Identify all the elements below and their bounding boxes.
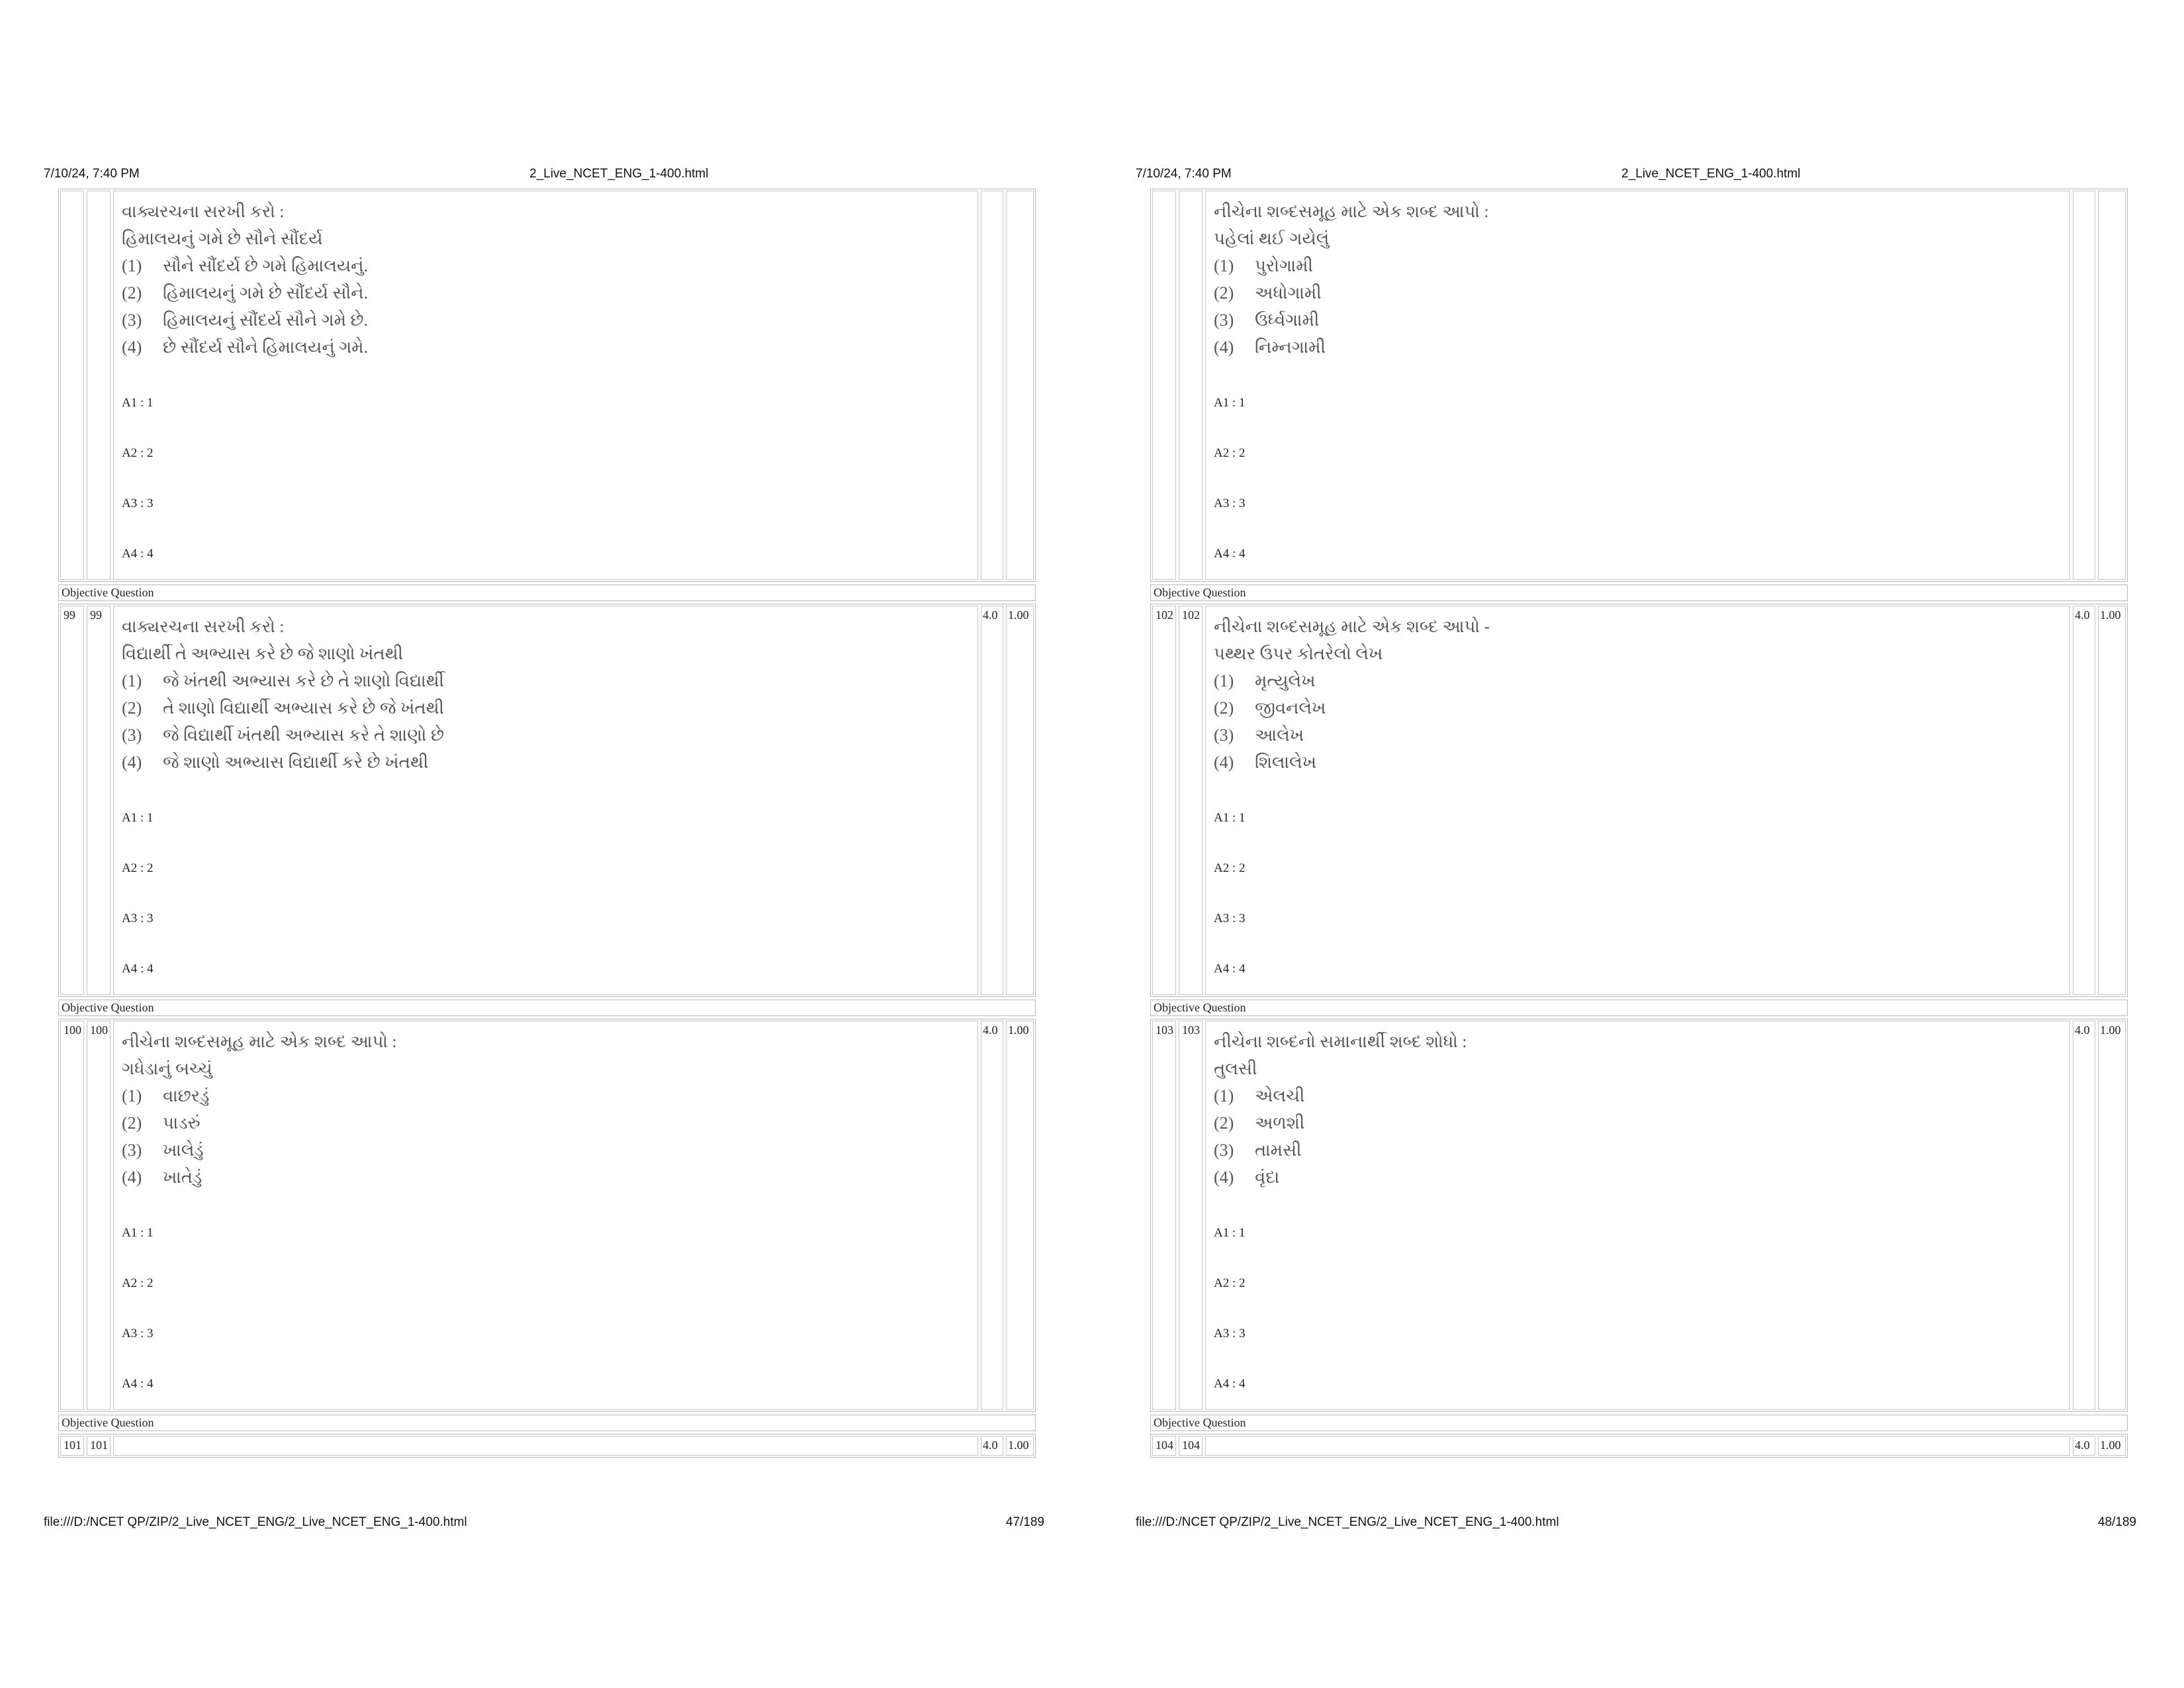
serial-number: 103 xyxy=(1152,1021,1176,1410)
page-number: 48/189 xyxy=(2097,1515,2136,1529)
negative-marks-cell xyxy=(2098,191,2126,580)
question-stem: વાક્યરચના સરખી કરો : xyxy=(122,617,285,636)
question-subtext: વિદ્યાર્થી તે અભ્યાસ કરે છે જે શાણો ખંતથી xyxy=(122,644,403,663)
negative-marks: 1.00 xyxy=(2098,1021,2126,1410)
question-body xyxy=(113,606,978,995)
option-row xyxy=(1214,694,2062,722)
footer-file-url[interactable]: file:///D:/NCET QP/ZIP/2_Live_NCET_ENG/2_Live_NCET_ENG_1-400.html xyxy=(1136,1515,1559,1529)
option-text: છે સૌંદર્ય સૌને હિમાલયનું ગમે. xyxy=(163,338,369,357)
serial-cell xyxy=(1152,191,1176,580)
answer-option: A4 : 4 xyxy=(122,547,154,561)
header-title: 2_Live_NCET_ENG_1-400.html xyxy=(529,167,709,181)
answer-option: A2 : 2 xyxy=(122,861,154,875)
option-row xyxy=(1214,279,2062,306)
answer-option: A2 : 2 xyxy=(122,446,154,460)
negative-marks-cell xyxy=(1006,191,1034,580)
option-text: જે વિદ્યાર્થી ખંતથી અભ્યાસ કરે તે શાણો છે xyxy=(163,726,444,745)
option-text: અળશી xyxy=(1255,1113,1305,1133)
question-type-label: Objective Question xyxy=(58,1415,1036,1431)
option-number: (4) xyxy=(122,753,142,772)
marks-cell xyxy=(2073,191,2095,580)
option-text: એલચી xyxy=(1255,1086,1305,1105)
question-row xyxy=(58,604,1036,997)
serial-number: 100 xyxy=(60,1021,84,1410)
negative-marks: 1.00 xyxy=(1006,1436,1034,1456)
option-number: (1) xyxy=(1214,671,1234,690)
answer-option: A2 : 2 xyxy=(1214,861,1246,875)
answer-option: A1 : 1 xyxy=(122,396,154,410)
answer-option: A3 : 3 xyxy=(1214,1327,1246,1340)
answer-option: A1 : 1 xyxy=(1214,396,1246,410)
question-body xyxy=(113,1021,978,1410)
question-id-cell xyxy=(87,191,111,580)
option-row xyxy=(1214,667,2062,694)
option-text: તામસી xyxy=(1255,1141,1302,1160)
answer-option: A4 : 4 xyxy=(1214,547,1246,561)
question-list xyxy=(58,189,1036,1503)
option-text: જીવનલેખ xyxy=(1255,698,1326,718)
question-body xyxy=(1205,606,2070,995)
option-text: જે ખંતથી અભ્યાસ કરે છે તે શાણો વિદ્યાર્થી xyxy=(163,671,444,690)
option-number: (3) xyxy=(1214,726,1234,745)
option-number: (3) xyxy=(1214,310,1234,330)
option-number: (2) xyxy=(1214,1113,1234,1133)
option-number: (1) xyxy=(122,671,142,690)
option-text: આલેખ xyxy=(1255,726,1304,745)
question-subtext: પથ્થર ઉપર કોતરેલો લેખ xyxy=(1214,644,1383,663)
serial-number: 102 xyxy=(1152,606,1176,995)
option-text: પાડરું xyxy=(163,1113,201,1133)
option-row xyxy=(1214,334,2062,361)
page-right xyxy=(1092,0,2184,1688)
question-type-label: Objective Question xyxy=(58,585,1036,601)
option-text: સૌને સૌંદર્ય છે ગમે હિમાલયનું. xyxy=(163,256,369,275)
option-number: (2) xyxy=(122,1113,142,1133)
question-id-cell xyxy=(1179,191,1203,580)
option-row xyxy=(122,749,970,776)
option-number: (1) xyxy=(1214,1086,1234,1105)
option-text: હિમાલયનું ગમે છે સૌંદર્ય સૌને. xyxy=(163,283,369,303)
question-body xyxy=(113,191,978,580)
option-row xyxy=(122,1164,970,1191)
question-row xyxy=(1150,1019,2128,1412)
question-row xyxy=(1150,189,2128,582)
option-number: (3) xyxy=(122,726,142,745)
question-row xyxy=(58,1434,1036,1458)
answer-option: A2 : 2 xyxy=(1214,446,1246,460)
option-row xyxy=(122,722,970,749)
answer-option: A2 : 2 xyxy=(1214,1276,1246,1290)
question-subtext: હિમાલયનું ગમે છે સૌને સૌંદર્ય xyxy=(122,229,323,248)
header-datetime: 7/10/24, 7:40 PM xyxy=(44,167,140,181)
option-row xyxy=(122,279,970,306)
option-text: વૃંદા xyxy=(1255,1168,1280,1187)
option-text: તે શાણો વિદ્યાર્થી અભ્યાસ કરે છે જે ખંતથી xyxy=(163,698,444,718)
option-row xyxy=(122,252,970,279)
option-number: (4) xyxy=(1214,753,1234,772)
option-number: (2) xyxy=(122,283,142,303)
question-type-label: Objective Question xyxy=(1150,585,2128,601)
option-row xyxy=(1214,749,2062,776)
negative-marks: 1.00 xyxy=(1006,1021,1034,1410)
answer-option: A4 : 4 xyxy=(1214,962,1246,976)
question-row xyxy=(58,189,1036,582)
question-stem: નીચેના શબ્દસમૂહ માટે એક શબ્દ આપો : xyxy=(1214,202,1489,221)
option-row xyxy=(122,694,970,722)
option-text: પુરોગામી xyxy=(1255,256,1313,275)
question-subtext: ગધેડાનું બચ્ચું xyxy=(122,1059,212,1078)
option-row xyxy=(122,334,970,361)
answer-option: A1 : 1 xyxy=(1214,811,1246,825)
question-body xyxy=(1205,1021,2070,1410)
question-subtext: પહેલાં થઈ ગયેલું xyxy=(1214,229,1330,248)
option-number: (4) xyxy=(122,338,142,357)
option-text: ખાતેડું xyxy=(163,1168,203,1187)
marks: 4.0 xyxy=(981,606,1003,995)
question-id: 100 xyxy=(87,1021,111,1410)
option-number: (3) xyxy=(122,310,142,330)
question-type-label: Objective Question xyxy=(1150,1000,2128,1016)
option-row xyxy=(1214,306,2062,334)
question-body xyxy=(1205,1436,2070,1456)
answer-option: A3 : 3 xyxy=(122,912,154,925)
option-row xyxy=(122,306,970,334)
page-number: 47/189 xyxy=(1005,1515,1044,1529)
option-number: (4) xyxy=(1214,1168,1234,1187)
question-id: 101 xyxy=(87,1436,111,1456)
answer-option: A3 : 3 xyxy=(1214,496,1246,510)
question-body xyxy=(1205,191,2070,580)
marks: 4.0 xyxy=(2073,1021,2095,1410)
answer-option: A3 : 3 xyxy=(122,1327,154,1340)
footer-file-url[interactable]: file:///D:/NCET QP/ZIP/2_Live_NCET_ENG/2_Live_NCET_ENG_1-400.html xyxy=(44,1515,467,1529)
question-type-label: Objective Question xyxy=(1150,1415,2128,1431)
option-text: શિલાલેખ xyxy=(1255,753,1316,772)
negative-marks: 1.00 xyxy=(2098,606,2126,995)
option-row xyxy=(1214,1082,2062,1109)
option-row xyxy=(122,1082,970,1109)
negative-marks: 1.00 xyxy=(1006,606,1034,995)
negative-marks: 1.00 xyxy=(2098,1436,2126,1456)
option-number: (1) xyxy=(122,1086,142,1105)
option-number: (1) xyxy=(1214,256,1234,275)
serial-cell xyxy=(60,191,84,580)
marks: 4.0 xyxy=(981,1436,1003,1456)
option-row xyxy=(1214,1164,2062,1191)
answer-option: A1 : 1 xyxy=(1214,1226,1246,1240)
option-row xyxy=(122,667,970,694)
option-text: નિમ્નગામી xyxy=(1255,338,1326,357)
question-type-label: Objective Question xyxy=(58,1000,1036,1016)
option-row xyxy=(122,1137,970,1164)
option-row xyxy=(122,1109,970,1137)
answer-option: A4 : 4 xyxy=(122,1377,154,1391)
option-row xyxy=(1214,252,2062,279)
answer-option: A3 : 3 xyxy=(1214,912,1246,925)
question-row xyxy=(1150,604,2128,997)
question-row xyxy=(1150,1434,2128,1458)
serial-number: 101 xyxy=(60,1436,84,1456)
option-row xyxy=(1214,1137,2062,1164)
option-number: (3) xyxy=(122,1141,142,1160)
option-text: ઉર્ધ્વગામી xyxy=(1255,310,1320,330)
marks: 4.0 xyxy=(981,1021,1003,1410)
option-number: (3) xyxy=(1214,1141,1234,1160)
question-stem: નીચેના શબ્દસમૂહ માટે એક શબ્દ આપો : xyxy=(122,1032,397,1051)
option-number: (4) xyxy=(122,1168,142,1187)
serial-number: 104 xyxy=(1152,1436,1176,1456)
option-number: (4) xyxy=(1214,338,1234,357)
option-number: (1) xyxy=(122,256,142,275)
marks: 4.0 xyxy=(2073,1436,2095,1456)
option-row xyxy=(1214,1109,2062,1137)
answer-option: A2 : 2 xyxy=(122,1276,154,1290)
question-id: 99 xyxy=(87,606,111,995)
answer-option: A4 : 4 xyxy=(122,962,154,976)
answer-option: A4 : 4 xyxy=(1214,1377,1246,1391)
question-id: 102 xyxy=(1179,606,1203,995)
option-text: મૃત્યુલેખ xyxy=(1255,671,1316,690)
answer-option: A1 : 1 xyxy=(122,1226,154,1240)
option-text: જે શાણો અભ્યાસ વિદ્યાર્થી કરે છે ખંતથી xyxy=(163,753,429,772)
question-list xyxy=(1150,189,2128,1503)
option-text: વાછરડું xyxy=(163,1086,210,1105)
option-text: હિમાલયનું સૌંદર્ય સૌને ગમે છે. xyxy=(163,310,369,330)
question-stem: નીચેના શબ્દનો સમાનાર્થી શબ્દ શોધો : xyxy=(1214,1032,1467,1051)
question-id: 103 xyxy=(1179,1021,1203,1410)
question-body xyxy=(113,1436,978,1456)
serial-number: 99 xyxy=(60,606,84,995)
option-text: અધોગામી xyxy=(1255,283,1322,303)
option-number: (2) xyxy=(1214,283,1234,303)
option-number: (2) xyxy=(122,698,142,718)
header-datetime: 7/10/24, 7:40 PM xyxy=(1136,167,1232,181)
question-subtext: તુલસી xyxy=(1214,1059,1257,1078)
answer-option: A1 : 1 xyxy=(122,811,154,825)
header-title: 2_Live_NCET_ENG_1-400.html xyxy=(1621,167,1801,181)
question-id: 104 xyxy=(1179,1436,1203,1456)
marks: 4.0 xyxy=(2073,606,2095,995)
option-row xyxy=(1214,722,2062,749)
marks-cell xyxy=(981,191,1003,580)
question-row xyxy=(58,1019,1036,1412)
answer-option: A3 : 3 xyxy=(122,496,154,510)
option-text: ખાલેડું xyxy=(163,1141,204,1160)
question-stem: વાક્યરચના સરખી કરો : xyxy=(122,202,285,221)
option-number: (2) xyxy=(1214,698,1234,718)
question-stem: નીચેના શબ્દસમૂહ માટે એક શબ્દ આપો - xyxy=(1214,617,1490,636)
